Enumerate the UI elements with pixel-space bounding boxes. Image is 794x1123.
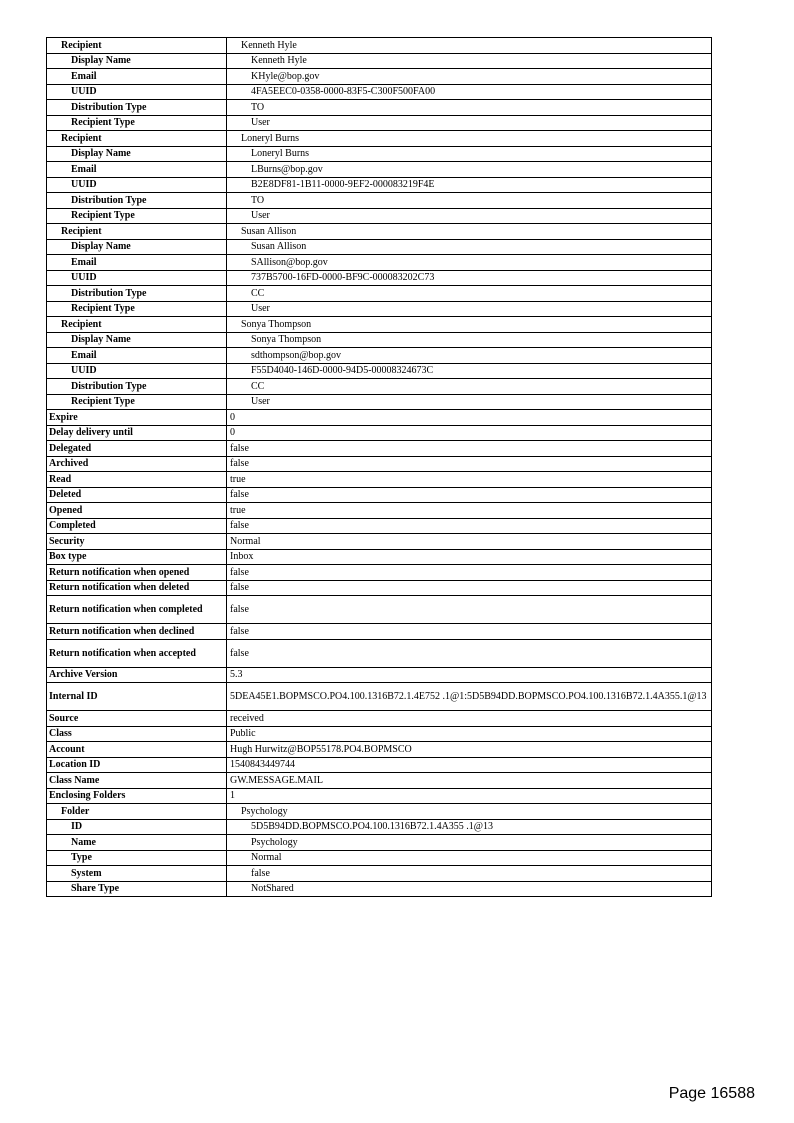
property-value: Normal — [227, 534, 712, 550]
property-value: LBurns@bop.gov — [227, 162, 712, 178]
property-value: Loneryl Burns — [227, 146, 712, 162]
table-row — [47, 348, 712, 364]
property-value: 5.3 — [227, 667, 712, 683]
property-value: KHyle@bop.gov — [227, 69, 712, 85]
property-key: Source — [47, 711, 227, 727]
property-key: ID — [47, 819, 227, 835]
property-value: false — [227, 441, 712, 457]
property-key: Box type — [47, 549, 227, 565]
property-key: Recipient — [47, 38, 227, 54]
property-value: false — [227, 580, 712, 596]
property-key: Display Name — [47, 332, 227, 348]
table-row — [47, 115, 712, 131]
table-row — [47, 773, 712, 789]
property-key: Account — [47, 742, 227, 758]
table-row — [47, 84, 712, 100]
property-value: 4FA5EEC0-0358-0000-83F5-C300F500FA00 — [227, 84, 712, 100]
property-key: Location ID — [47, 757, 227, 773]
property-value: false — [227, 565, 712, 581]
table-row — [47, 819, 712, 835]
property-key: Email — [47, 69, 227, 85]
table-row — [47, 487, 712, 503]
table-row — [47, 518, 712, 534]
property-key: Return notification when deleted — [47, 580, 227, 596]
property-key: Recipient Type — [47, 115, 227, 131]
table-row — [47, 850, 712, 866]
property-key: Security — [47, 534, 227, 550]
property-key: Deleted — [47, 487, 227, 503]
property-value: F55D4040-146D-0000-94D5-00008324673C — [227, 363, 712, 379]
property-key: Recipient Type — [47, 208, 227, 224]
property-value: Psychology — [227, 835, 712, 851]
properties-table-body — [47, 38, 712, 897]
property-key: Expire — [47, 410, 227, 426]
property-key: Recipient — [47, 224, 227, 240]
property-key: Type — [47, 850, 227, 866]
property-key: Delay delivery until — [47, 425, 227, 441]
property-key: UUID — [47, 363, 227, 379]
table-row — [47, 534, 712, 550]
property-value: Susan Allison — [227, 224, 712, 240]
property-key: Share Type — [47, 881, 227, 897]
property-key: Return notification when opened — [47, 565, 227, 581]
property-key: Archived — [47, 456, 227, 472]
property-key: Delegated — [47, 441, 227, 457]
property-key: UUID — [47, 270, 227, 286]
property-value: false — [227, 487, 712, 503]
property-key: Distribution Type — [47, 100, 227, 116]
table-row — [47, 726, 712, 742]
table-row — [47, 69, 712, 85]
property-value: User — [227, 208, 712, 224]
property-value: received — [227, 711, 712, 727]
table-row — [47, 804, 712, 820]
table-row — [47, 193, 712, 209]
table-row — [47, 472, 712, 488]
table-row — [47, 667, 712, 683]
table-row — [47, 596, 712, 624]
property-key: Recipient Type — [47, 394, 227, 410]
property-key: Return notification when declined — [47, 624, 227, 640]
property-value: 0 — [227, 410, 712, 426]
property-value: Susan Allison — [227, 239, 712, 255]
table-row — [47, 683, 712, 711]
property-key: Email — [47, 348, 227, 364]
property-value: User — [227, 394, 712, 410]
property-value: false — [227, 639, 712, 667]
property-key: Name — [47, 835, 227, 851]
table-row — [47, 742, 712, 758]
table-row — [47, 624, 712, 640]
table-row — [47, 580, 712, 596]
property-key: Recipient — [47, 131, 227, 147]
property-value: Sonya Thompson — [227, 317, 712, 333]
property-value: Loneryl Burns — [227, 131, 712, 147]
property-key: Distribution Type — [47, 193, 227, 209]
table-row — [47, 332, 712, 348]
property-key: Archive Version — [47, 667, 227, 683]
table-row — [47, 53, 712, 69]
property-key: UUID — [47, 84, 227, 100]
property-value: CC — [227, 379, 712, 395]
table-row — [47, 639, 712, 667]
property-value: User — [227, 301, 712, 317]
table-row — [47, 757, 712, 773]
table-row — [47, 100, 712, 116]
property-key: System — [47, 866, 227, 882]
table-row — [47, 317, 712, 333]
table-row — [47, 866, 712, 882]
table-row — [47, 394, 712, 410]
property-key: Completed — [47, 518, 227, 534]
property-value: 1 — [227, 788, 712, 804]
property-value: false — [227, 518, 712, 534]
property-value: SAllison@bop.gov — [227, 255, 712, 271]
table-row — [47, 410, 712, 426]
table-row — [47, 224, 712, 240]
property-value: NotShared — [227, 881, 712, 897]
table-row — [47, 363, 712, 379]
property-key: Folder — [47, 804, 227, 820]
table-row — [47, 270, 712, 286]
table-row — [47, 208, 712, 224]
property-value: Kenneth Hyle — [227, 53, 712, 69]
property-value: Psychology — [227, 804, 712, 820]
property-value: Hugh Hurwitz@BOP55178.PO4.BOPMSCO — [227, 742, 712, 758]
property-key: Opened — [47, 503, 227, 519]
property-key: Enclosing Folders — [47, 788, 227, 804]
property-value: GW.MESSAGE.MAIL — [227, 773, 712, 789]
property-value: false — [227, 596, 712, 624]
property-value: false — [227, 456, 712, 472]
table-row — [47, 711, 712, 727]
property-value: false — [227, 866, 712, 882]
properties-table — [46, 37, 712, 897]
table-row — [47, 239, 712, 255]
property-value: Kenneth Hyle — [227, 38, 712, 54]
property-key: Display Name — [47, 146, 227, 162]
property-key: Email — [47, 255, 227, 271]
property-key: Class — [47, 726, 227, 742]
property-value: 1540843449744 — [227, 757, 712, 773]
property-value: Normal — [227, 850, 712, 866]
table-row — [47, 301, 712, 317]
page-number: Page 16588 — [668, 1085, 755, 1102]
table-row — [47, 146, 712, 162]
property-value: 0 — [227, 425, 712, 441]
table-row — [47, 788, 712, 804]
property-key: Display Name — [47, 239, 227, 255]
property-value: Inbox — [227, 549, 712, 565]
table-row — [47, 835, 712, 851]
table-row — [47, 38, 712, 54]
table-row — [47, 131, 712, 147]
table-row — [47, 379, 712, 395]
table-row — [47, 255, 712, 271]
table-row — [47, 565, 712, 581]
table-row — [47, 503, 712, 519]
property-value: Sonya Thompson — [227, 332, 712, 348]
property-value: User — [227, 115, 712, 131]
property-key: Recipient Type — [47, 301, 227, 317]
property-value: B2E8DF81-1B11-0000-9EF2-000083219F4E — [227, 177, 712, 193]
table-row — [47, 456, 712, 472]
property-key: Distribution Type — [47, 286, 227, 302]
property-key: Internal ID — [47, 683, 227, 711]
property-key: Return notification when accepted — [47, 639, 227, 667]
property-key: Display Name — [47, 53, 227, 69]
property-value: false — [227, 624, 712, 640]
property-value: Public — [227, 726, 712, 742]
table-row — [47, 881, 712, 897]
property-value: true — [227, 503, 712, 519]
property-value: CC — [227, 286, 712, 302]
table-row — [47, 549, 712, 565]
property-value: sdthompson@bop.gov — [227, 348, 712, 364]
property-key: UUID — [47, 177, 227, 193]
property-key: Class Name — [47, 773, 227, 789]
property-key: Email — [47, 162, 227, 178]
property-value: 5D5B94DD.BOPMSCO.PO4.100.1316B72.1.4A355 .1@13 — [227, 819, 712, 835]
property-key: Distribution Type — [47, 379, 227, 395]
table-row — [47, 286, 712, 302]
table-row — [47, 425, 712, 441]
property-key: Read — [47, 472, 227, 488]
property-key: Return notification when completed — [47, 596, 227, 624]
property-value: TO — [227, 100, 712, 116]
table-row — [47, 162, 712, 178]
property-value: 5DEA45E1.BOPMSCO.PO4.100.1316B72.1.4E752 .1@1:5D5B94DD.BOPMSCO.PO4.100.1316B72.1.4A355.1@13 — [227, 683, 712, 711]
property-key: Recipient — [47, 317, 227, 333]
table-row — [47, 441, 712, 457]
property-value: TO — [227, 193, 712, 209]
table-row — [47, 177, 712, 193]
property-value: true — [227, 472, 712, 488]
property-value: 737B5700-16FD-0000-BF9C-000083202C73 — [227, 270, 712, 286]
